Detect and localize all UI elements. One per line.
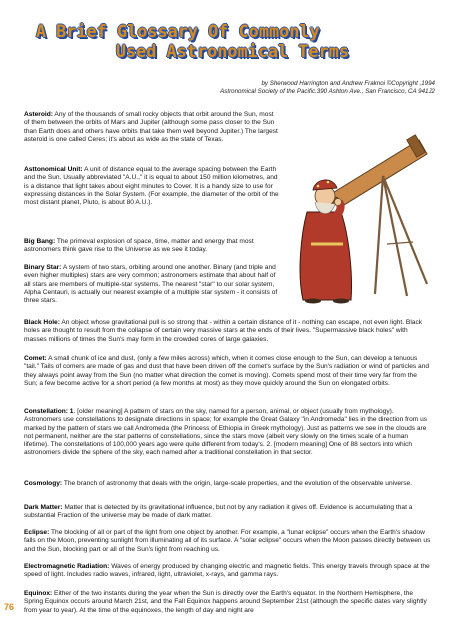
- term-comet: Comet:: [24, 355, 47, 362]
- entry-equinox: [24, 590, 432, 615]
- definition-equinox: Either of the two instants during the year when the Sun is directly over the Earth's equator. In the Northern Hemisphere, the Spring Equinox occurs around March 21st, and the Fall Equinox happens around September 21st (although the specific dates vary slightly from year to year). At the time of the equinoxes, the length of day and night are: [24, 590, 427, 614]
- term-cosmology: Cosmology:: [24, 480, 63, 487]
- entry-binary-star: [24, 264, 279, 305]
- entry-black-hole: [24, 319, 432, 344]
- term-electromagnetic-radiation: Electromagnetic Radiation:: [24, 563, 110, 570]
- term-equinox: Equinox:: [24, 590, 53, 597]
- byline-publisher: Astronomical Society of the Pacific.390 Ashton Ave., San Francisco, CA 941J2: [220, 88, 435, 96]
- definition-asteroid: Any of the thousands of small rocky objects that orbit around the Sun, most of them between the orbits of Mars and Jupiter (although some pass closer to the Sun than Earth does and others have orbits that take them well beyond Jupiter.) The largest asteroid is one called Ceres; it's about as wide as the state of Texas.: [24, 111, 278, 143]
- entry-eclipse: [24, 529, 432, 554]
- definition-binary-star: A system of two stars, orbiting around one another. Binary (and triple and even higher multiples) stars are very common; astronomers estimate that about half of all stars are members of multiple-star systems. The nearest "star" to our solar system, Alpha Centauri, is actually our nearest example of a multiple star system - it consists of three stars.: [24, 264, 278, 305]
- page-footer: [0, 628, 453, 640]
- definition-dark-matter: Matter that is detected by its gravitational influence, but not by any radiation it gives off. Evidence is accumulating that a substantial Fraction of the universe may be made of dark matter.: [24, 504, 413, 520]
- definition-eclipse: The blocking of all or part of the light from one object by another. For example, a "lunar eclipse" occurs when the Earth's shadow falls on the Moon, preventing sunlight from illuminating all of its surface. A "solar eclipse" occurs when the Moon passes directly between us and the Sun, blocking part or all of the Sun's light from reaching us.: [24, 529, 431, 553]
- term-black-hole: Black Hole:: [24, 319, 60, 326]
- term-binary-star: Binary Star:: [24, 264, 62, 271]
- definition-big-bang: The primeval explosion of space, time, matter and energy that most astronomers think gave rise to the Universe as we see it today.: [24, 238, 254, 254]
- entry-constellation: [24, 408, 432, 458]
- title-line-2: Used Astronomical Terms: [116, 42, 350, 61]
- entry-big-bang: [24, 238, 279, 255]
- term-astronomical-unit: Asttonomical Unit:: [24, 166, 83, 173]
- definition-constellation: . [older meaning] A pattern of stars on the sky, named for a person, animal, or object (usually from mythology). Astronomers use constellations to designate directions in space; for example the Great Galaxy "in Andromeda" lies in the direction from us marked by the pattern of stars we call Andromeda (the Princess of Ethiopia in Greek mythology). Just as patterns we see in the clouds are not permanent, neither are the star patterns of constellations, since the stars move (albeit very slowly on the times scale of a human lifetime). The constellations of 100,000 years ago were quite different from today's. 2. [modern meaning] One of 88 sectors into which astronomers divide the sphere of the sky, each named after a traditional constellation in that sector.: [24, 408, 428, 457]
- entry-electromagnetic-radiation: [24, 563, 432, 580]
- definition-astronomical-unit: A unit of distance equal to the average spacing between the Earth and the Sun. Usually abbreviated "A.U.," it is equal to about 150 million kilometres, and is a distance that light takes about eight minutes to Cover. It is a handy size to use for expressing distances in the Solar System. (For example, the diameter of the orbit of the most distant planet, Pluto, is about 80 A.U.).: [24, 166, 279, 207]
- page-title: [36, 22, 396, 62]
- entry-cosmology: [24, 480, 432, 488]
- entry-dark-matter: [24, 504, 432, 521]
- byline-authors: by Sherwood Harrington and Andrew Fraknoi ©Copyright ,1994: [261, 80, 435, 87]
- byline: [190, 80, 435, 97]
- definition-cosmology: The branch of astronomy that deals with the origin, large-scale properties, and the evolution of the observable universe.: [62, 480, 413, 487]
- entry-astronomical-unit: [24, 166, 279, 207]
- term-constellation: Constellation: 1: [24, 408, 74, 415]
- entry-asteroid: [24, 111, 279, 144]
- page-number: 76: [4, 602, 15, 612]
- title-line-1: A Brief Glossary Of Commonly: [36, 22, 320, 41]
- definition-black-hole: An object whose gravitational pull is so strong that - within a certain distance of it - nothing can escape, not even light. Black holes are thought to result from the collapse of certain very massive stars at the ends of their lives. "Supermassive black holes" with masses millions of times the Sun's may form in the crowded cores of large galaxies.: [24, 319, 423, 343]
- entry-comet: [24, 355, 432, 388]
- term-eclipse: Eclipse:: [24, 529, 50, 536]
- astronomer-telescope-illustration: [287, 124, 437, 304]
- definition-electromagnetic-radiation: Waves of energy produced by changing electric and magnetic fields. This energy travels through space at the speed of light. Includes radio waves, infrared, light, ultraviolet, x-rays, and gamma rays.: [24, 563, 430, 579]
- term-big-bang: Big Bang:: [24, 238, 56, 245]
- definition-comet: A small chunk of ice and dust, (only a few miles across) which, when it comes close enough to the Sun, can develop a tenuous "tail." Tails of comers are made of gas and dust that have been driven off the comet's surface by the Sun's radiation or wind of particles and they always point away from the Sun (no matter what direction the comet is moving). Comets spend most of their time very far from the Sun; a few become active for a short period (a few months at most) as they move quickly around the Sun on elongated orbits.: [24, 355, 430, 387]
- term-dark-matter: Dark Matter:: [24, 504, 63, 511]
- term-asteroid: Asteroid:: [24, 111, 53, 118]
